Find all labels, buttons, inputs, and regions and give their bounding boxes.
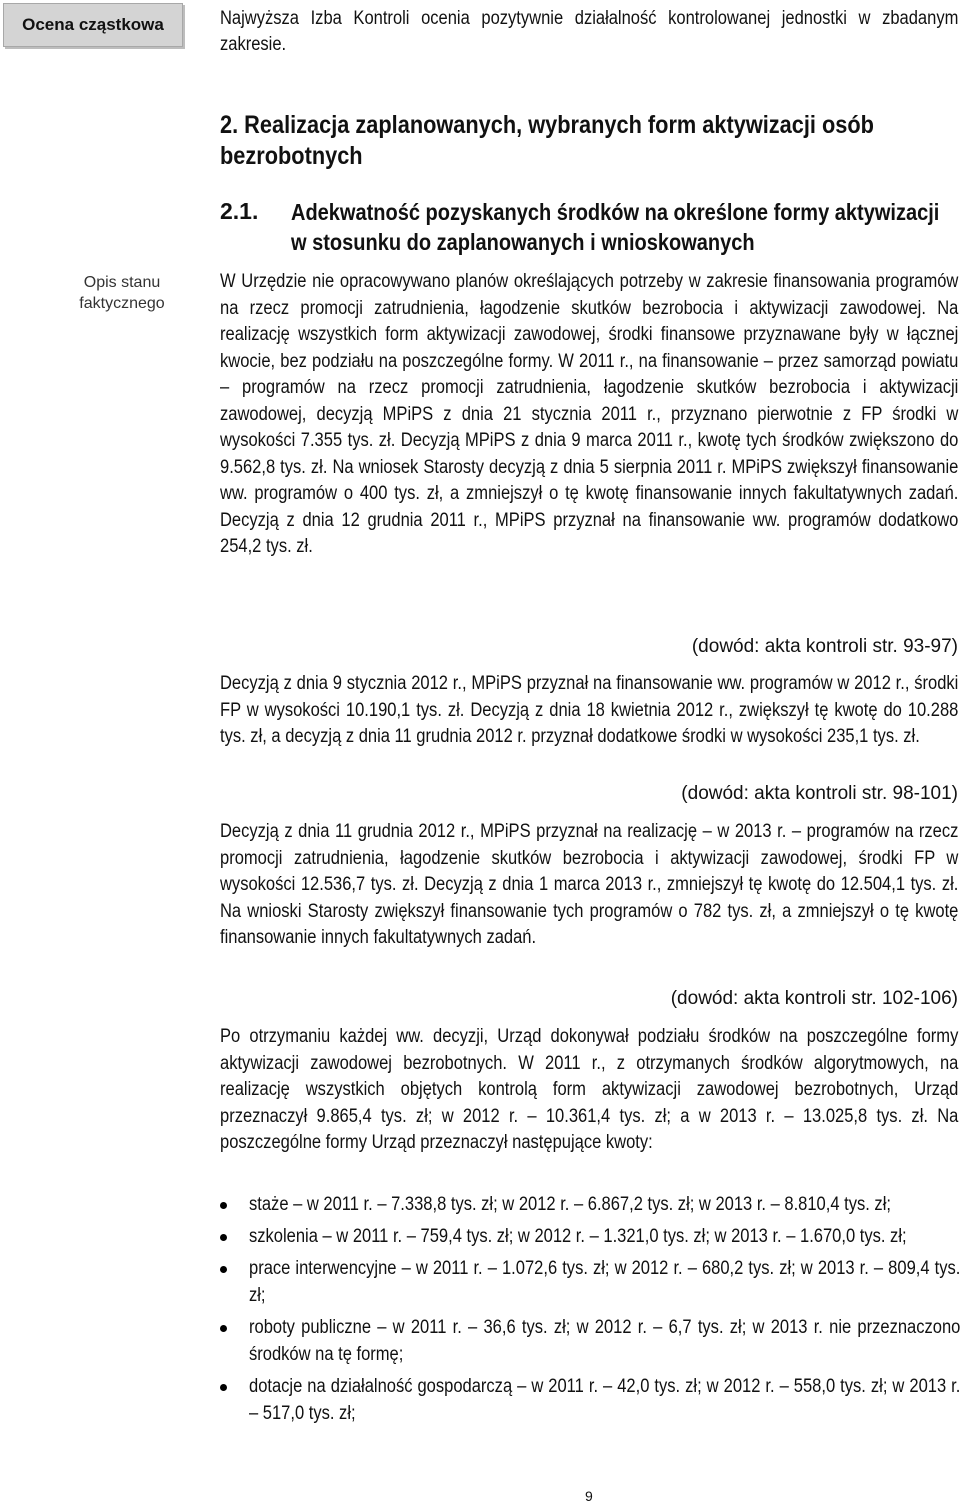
bullet-icon bbox=[220, 1202, 227, 1209]
bullet-icon bbox=[220, 1266, 227, 1273]
assessment-badge bbox=[3, 3, 183, 47]
side-label bbox=[62, 272, 182, 314]
bullet-icon bbox=[220, 1384, 227, 1391]
evidence-2: (dowód: akta kontroli str. 98-101) bbox=[681, 783, 958, 804]
list-item: prace interwencyjne – w 2011 r. – 1.072,6 tys. zł; w 2012 r. – 680,2 tys. zł; w 2013 r. – 809,4 tys. zł; bbox=[220, 1255, 960, 1309]
subsection-title: Adekwatność pozyskanych środków na określone formy aktywizacji w stosunku do zaplanowanych i wnioskowanych bbox=[291, 199, 940, 255]
subsection-number: 2.1. bbox=[220, 198, 259, 224]
list-item: szkolenia – w 2011 r. – 759,4 tys. zł; w 2012 r. – 1.321,0 tys. zł; w 2013 r. – 1.670,0 tys. zł; bbox=[220, 1223, 960, 1250]
paragraph-3: Decyzją z dnia 11 grudnia 2012 r., MPiPS przyznał na realizację – w 2013 r. – programów na rzecz promocji zatrudnienia, łagodzenie skutków bezrobocia i aktywizacji zawodowej, środki FP w wysokości 12.536,7 tys. zł. Decyzją z dnia 1 marca 2013 r., zmniejszył tę kwotę do 12.504,1 tys. zł. Na wnioski Starosty zwiększył finansowanie tych programów o 782 tys. zł, a zmniejszył o tę kwotę finansowanie innych fakultatywnych zadań. bbox=[220, 821, 959, 948]
page-number: 9 bbox=[585, 1488, 593, 1504]
evidence-3: (dowód: akta kontroli str. 102-106) bbox=[670, 988, 958, 1009]
paragraph-4: Po otrzymaniu każdej ww. decyzji, Urząd dokonywał podziału środków na poszczególne formy aktywizacji zawodowej bezrobotnych. W 2011 r., z otrzymanych środków algorytmowych, na realizację wszystkich objętych kontrolą form aktywizacji zawodowej bezrobotnych, Urząd przeznaczył 9.865,4 tys. zł; w 2012 r. – 10.361,4 tys. zł; a w 2013 r. – 13.025,8 tys. zł. Na poszczególne formy Urząd przeznaczył następujące kwoty: bbox=[220, 1026, 959, 1153]
paragraph-1: W Urzędzie nie opracowywano planów określających potrzeby w zakresie finansowania programów na rzecz promocji zatrudnienia, łagodzenie skutków bezrobocia i aktywizacji zawodowej. Na realizację wszystkich form aktywizacji zawodowej, środki finansowe przyznawane były w łącznej kwocie, bez podziału na poszczególne formy. W 2011 r., na finansowanie – przez samorząd powiatu – programów na rzecz promocji zatrudnienia, łagodzenie skutków bezrobocia i aktywizacji zawodowej, decyzją MPiPS z dnia 21 stycznia 2011 r., przyznano pierwotnie z FP środki w wysokości 7.355 tys. zł. Decyzją MPiPS z dnia 9 marca 2011 r., kwotę tych środków zwiększono do 9.562,8 tys. zł. Na wniosek Starosty decyzją z dnia 5 sierpnia 2011 r. MPiPS zwiększył finansowanie ww. programów o 400 tys. zł, a zmniejszył o tę kwotę finansowanie innych fakultatywnych zadań. Decyzją z dnia 12 grudnia 2011 r., MPiPS przyznał na finansowanie ww. programów dodatkowo 254,2 tys. zł. bbox=[220, 271, 959, 557]
allocation-list bbox=[220, 1191, 960, 1432]
evidence-1: (dowód: akta kontroli str. 93-97) bbox=[691, 636, 958, 657]
list-item: staże – w 2011 r. – 7.338,8 tys. zł; w 2012 r. – 6.867,2 tys. zł; w 2013 r. – 8.810,4 tys. zł; bbox=[220, 1191, 960, 1218]
bullet-icon bbox=[220, 1234, 227, 1241]
paragraph-2: Decyzją z dnia 9 stycznia 2012 r., MPiPS przyznał na finansowanie ww. programów w 2012 r., środki FP w wysokości 10.190,1 tys. zł. Decyzją z dnia 18 kwietnia 2012 r., zwiększył tę kwotę do 10.288 tys. zł, a decyzją z dnia 11 grudnia 2012 r. przyznał dodatkowe środki w wysokości 235,1 tys. zł. bbox=[220, 673, 959, 747]
intro-text: Najwyższa Izba Kontroli ocenia pozytywnie działalność kontrolowanej jednostki w zbadanym zakresie. bbox=[220, 8, 959, 55]
bullet-icon bbox=[220, 1325, 227, 1332]
badge-label: Ocena cząstkowa bbox=[22, 15, 164, 34]
list-item: roboty publiczne – w 2011 r. – 36,6 tys. zł; w 2012 r. – 6,7 tys. zł; w 2013 r. nie przeznaczono środków na tę formę; bbox=[220, 1314, 960, 1368]
section-heading: 2. Realizacja zaplanowanych, wybranych form aktywizacji osób bezrobotnych bbox=[220, 111, 874, 170]
side-label-line2: faktycznego bbox=[79, 295, 165, 312]
side-label-line1: Opis stanu bbox=[83, 274, 161, 291]
list-item: dotacje na działalność gospodarczą – w 2011 r. – 42,0 tys. zł; w 2012 r. – 558,0 tys. zł; w 2013 r. – 517,0 tys. zł; bbox=[220, 1373, 960, 1427]
